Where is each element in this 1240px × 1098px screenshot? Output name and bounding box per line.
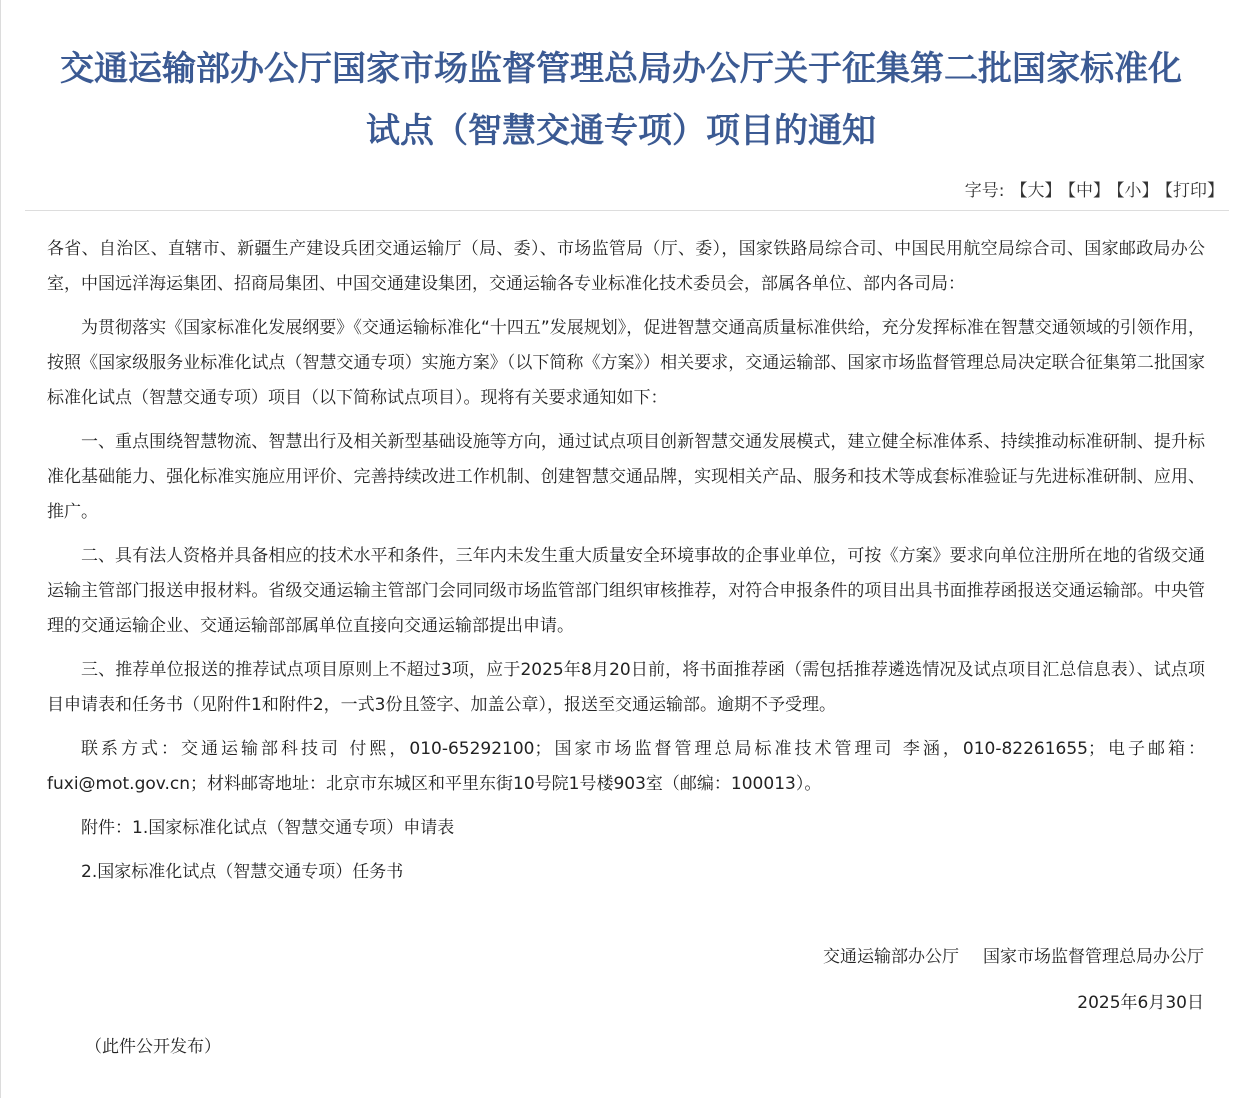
public-release-note: （此件公开发布） [85, 1037, 221, 1057]
addressee-paragraph: 各省、自治区、直辖市、新疆生产建设兵团交通运输厅（局、委）、市场监管局（厅、委），国家铁路局综合司、中国民用航空局综合司、国家邮政局办公室，中国远洋海运集团、招商局集团、中国交通建设集团，交通运输各专业标准化技术委员会，部属各单位、部内各司局： [47, 239, 1205, 294]
title-line-1: 交通运输部办公厅国家市场监督管理总局办公厅关于征集第二批国家标准化 [60, 49, 1182, 89]
issuer-2: 国家市场监督管理总局办公厅 [983, 947, 1204, 967]
page-title [21, 38, 1221, 162]
intro-paragraph: 为贯彻落实《国家标准化发展纲要》《交通运输标准化“十四五”发展规划》，促进智慧交通高质量标准供给，充分发挥标准在智慧交通领域的引领作用，按照《国家级服务业标准化试点（智慧交通专项）实施方案》（以下简称《方案》）相关要求，交通运输部、国家市场监督管理总局决定联合征集第二批国家标准化试点（智慧交通专项）项目（以下简称试点项目）。现将有关要求通知如下： [47, 318, 1205, 408]
contact-paragraph: 联系方式：交通运输部科技司 付熙，010-65292100；国家市场监督管理总局标准技术管理司 李涵，010-82261655；电子邮箱：fuxi@mot.gov.cn；材料邮寄地址：北京市东城区和平里东街10号院1号楼903室（邮编：100013）。 [47, 739, 1205, 794]
print-button[interactable]: 【打印】 [1164, 181, 1224, 201]
title-line-2: 试点（智慧交通专项）项目的通知 [366, 111, 876, 151]
notice-body [47, 232, 1205, 899]
issuer-1: 交通运输部办公厅 [823, 947, 959, 967]
font-size-medium-button[interactable]: 【中】 [1067, 181, 1110, 201]
font-size-large-button[interactable]: 【大】 [1010, 181, 1062, 201]
font-size-small-button[interactable]: 【小】 [1116, 181, 1159, 201]
font-size-label: 字号: [964, 181, 1005, 201]
issue-date: 2025年6月30日 [1077, 993, 1204, 1013]
attachment-2-link[interactable]: 2.国家标准化试点（智慧交通专项）任务书 [81, 862, 404, 882]
requirement-2-paragraph: 二、具有法人资格并具备相应的技术水平和条件，三年内未发生重大质量安全环境事故的企事业单位，可按《方案》要求向单位注册所在地的省级交通运输主管部门报送申报材料。省级交通运输主管部门会同同级市场监管部门组织审核推荐，对符合申报条件的项目出具书面推荐函报送交通运输部。中央管理的交通运输企业、交通运输部部属单位直接向交通运输部提出申请。 [47, 546, 1205, 636]
issuer-signature [823, 940, 1204, 975]
header-divider [25, 210, 1229, 211]
requirement-3-paragraph: 三、推荐单位报送的推荐试点项目原则上不超过3项，应于2025年8月20日前，将书面推荐函（需包括推荐遴选情况及试点项目汇总信息表）、试点项目申请表和任务书（见附件1和附件2，一式3份且签字、加盖公章），报送至交通运输部。逾期不予受理。 [47, 660, 1205, 715]
requirement-1-paragraph: 一、重点围绕智慧物流、智慧出行及相关新型基础设施等方向，通过试点项目创新智慧交通发展模式，建立健全标准体系、持续推动标准研制、提升标准化基础能力、强化标准实施应用评价、完善持续改进工作机制、创建智慧交通品牌，实现相关产品、服务和技术等成套标准验证与先进标准研制、应用、推广。 [47, 432, 1205, 522]
font-size-toolbar [965, 178, 1224, 204]
attachment-1-link[interactable]: 附件：1.国家标准化试点（智慧交通专项）申请表 [81, 818, 455, 838]
